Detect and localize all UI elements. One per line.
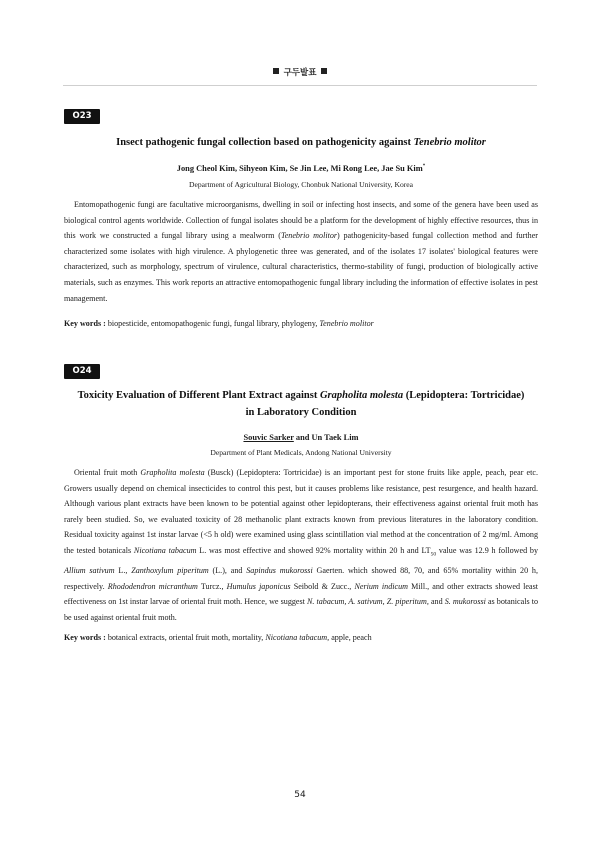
abstract-body: Oriental fruit moth Grapholita molesta (Busck) (Lepidoptera: Tortricidae) is an important pest for stone fruits like apple, peach, pear etc. Growers usually depend on chemical insecticides to control this pest, but it causes problems like resistance, pest resurgence, and health hazard. Although various plant extracts have been known to be potential against other lepidopterans, their effectiveness against oriental fruit moth has rarely been studied. So, we evaluated toxicity of 28 methanolic plant extracts known from previous literatures in the laboratory condition. Residual toxicity against 1st instar larvae (<5 h old) were examined using glass scintillation vial method at the concentration of 2 mg/ml. Among the tested botanicals Nicotiana tabacum L. was most effective and showed 92% mortality within 20 h and $LT_{50}$ value was 12.9 h followed by Allium sativum L., Zanthoxylum piperitum (L.), and Sapindus mukorossi Gaerten. which showed 88, 70, and 65% mortality within 20 h, respectively. Rhododendron micranthum Turcz., Humulus japonicus Seibold & Zucc., Nerium indicum Mill., and other extracts showed least effectiveness on 1st instar larvae of oriental fruit moth. Hence, we suggest N. tabacum, A. sativum, Z. piperitum, and S. mukorossi as botanicals to be used against oriental fruit moth. <box>64 468 539 622</box>
section-title: 구두발표 <box>283 68 317 78</box>
keywords: Key words : botanical extracts, oriental fruit moth, mortality, Nicotiana tabacum, apple, peach <box>64 633 372 642</box>
corresponding-author-mark: * <box>422 164 426 170</box>
abstract-code-badge: O23 <box>64 109 100 124</box>
square-bullet-icon <box>321 68 327 74</box>
page-number: 54 <box>294 790 306 800</box>
keywords-label: Key words : <box>64 319 106 328</box>
author-list: Souvic Sarker and Un Taek Lim <box>243 433 359 442</box>
title-species: Tenebrio molitor <box>413 137 486 148</box>
abstract-code-badge: O24 <box>64 364 100 379</box>
header-divider <box>63 85 537 86</box>
keywords-label: Key words : <box>64 633 106 642</box>
abstract-body: Entomopathogenic fungi are facultative microorganisms, dwelling in soil or infecting host insects, and some of the genera have been used as biological control agents worldwide. Collection of fungal isolates should be a platform for the development of highly effective resources, thus in this work we constructed a fungal library using a mealworm (Tenebrio molitor) pathogenicity-based fungal collection method and further characterized some isolates with high virulence. A phylogenetic three was generated, and of the isolates 17 isolates' biological features were characterized, such as morphology, spectrum of virulence, cultural characteristics, thermo-stability of fungi, production of biologically active materials, such as enzymes. This work reports an attractive entomopathogenic fungal library including the information of effective isolates in pest management. <box>64 200 539 303</box>
square-bullet-icon <box>273 68 279 74</box>
author-list: Jong Cheol Kim, Sihyeon Kim, Se Jin Lee, Mi Rong Lee, Jae Su Kim* <box>176 164 426 173</box>
section-header <box>0 66 600 78</box>
affiliation: Department of Agricultural Biology, Chonbuk National University, Korea <box>188 180 414 189</box>
abstract-title: Toxicity Evaluation of Different Plant Extract against Grapholita molesta (Lepidoptera: Tortricidae) in Laboratory Condition <box>77 390 525 418</box>
presenting-author: Souvic Sarker <box>243 433 294 442</box>
keywords: Key words : biopesticide, entomopathogenic fungi, fungal library, phylogeny, Tenebrio molitor <box>64 319 374 328</box>
affiliation: Department of Plant Medicals, Andong National University <box>210 448 392 457</box>
abstract-title: Insect pathogenic fungal collection based on pathogenicity against Tenebrio molitor <box>116 137 486 148</box>
title-species: Grapholita molesta <box>319 390 404 401</box>
